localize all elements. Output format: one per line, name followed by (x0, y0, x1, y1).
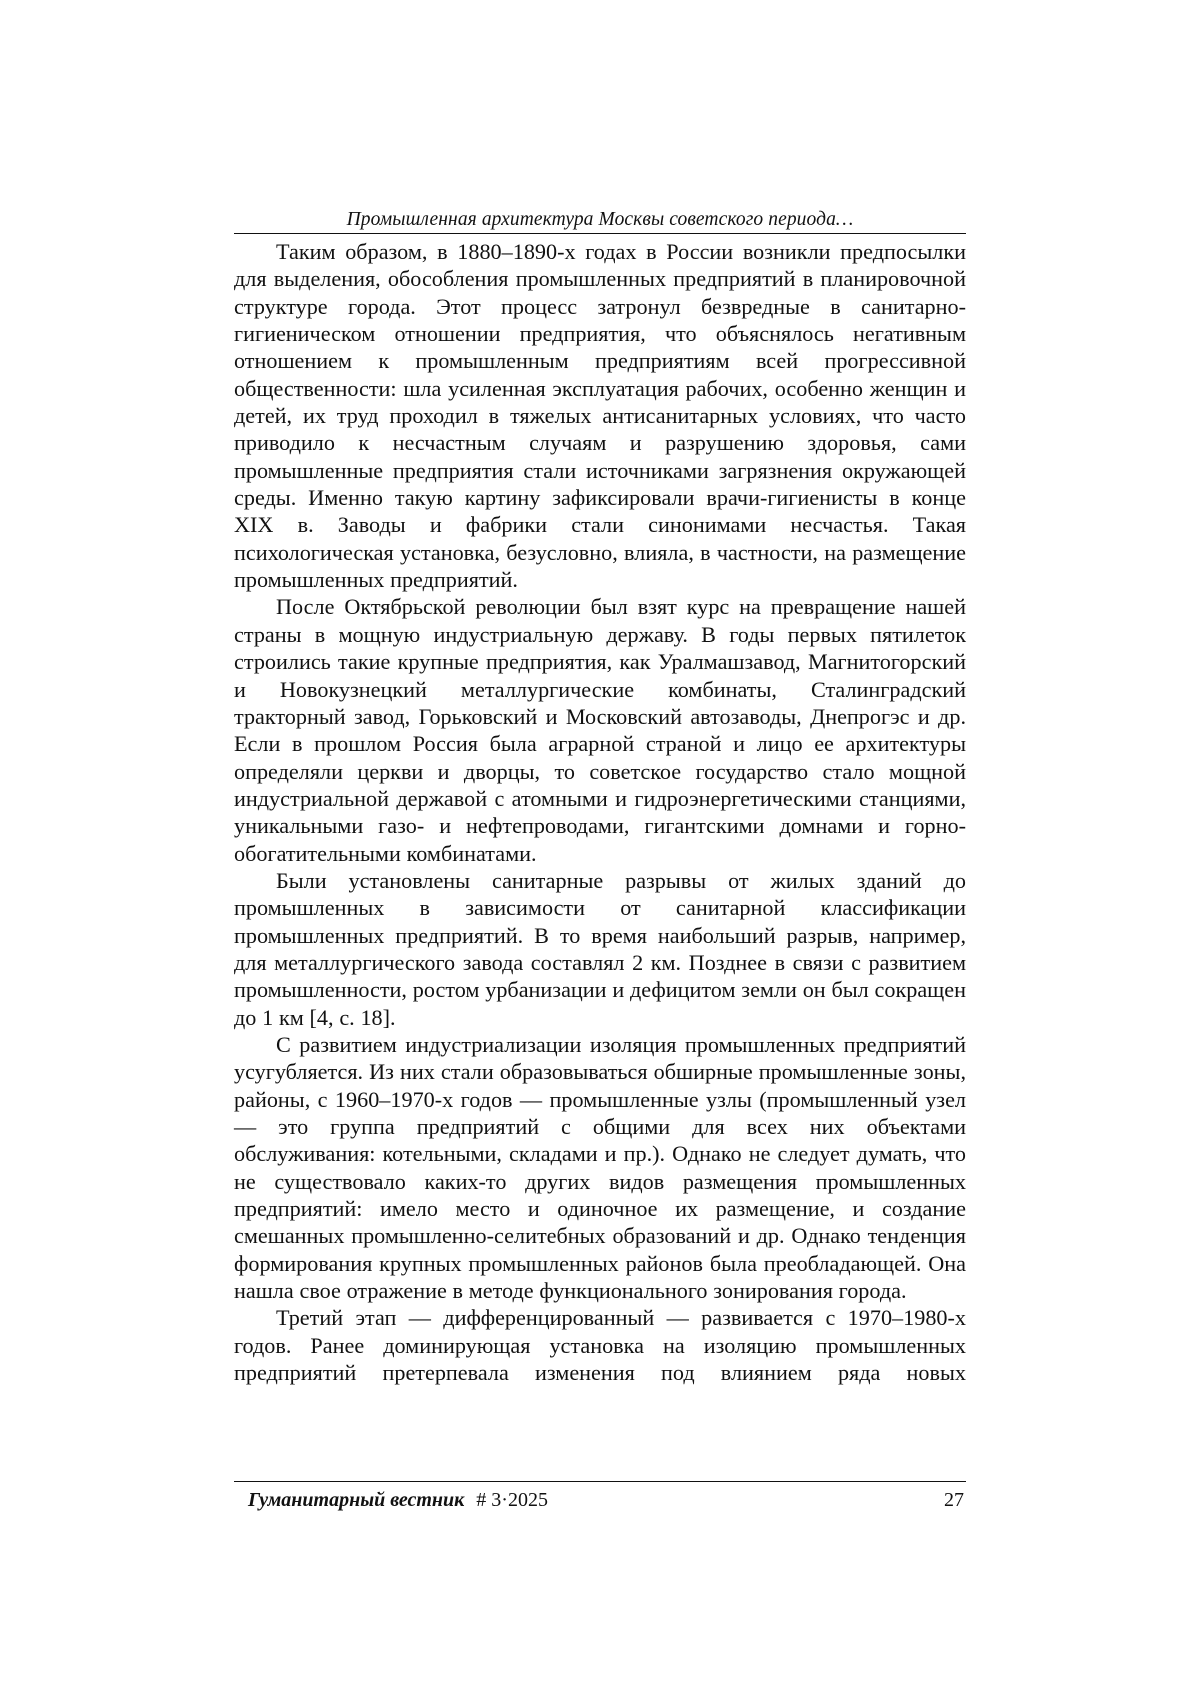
journal-page (234, 0, 966, 1698)
journal-name: Гуманитарный вестник (248, 1489, 465, 1511)
paragraph-5: Третий этап — дифференцированный — развивается с 1970–1980-х годов. Ранее доминирующая установка на изоляцию промышленных предприятий претерпевала изменения под влиянием ряда новых (234, 1305, 966, 1386)
issue-number: # 3·2025 (476, 1489, 548, 1511)
page-footer (234, 1486, 966, 1514)
article-body (234, 238, 966, 1386)
paragraph-4: С развитием индустриализации изоляция промышленных предприятий усугубляется. Из них стали образовываться обширные промышленные зоны, районы, с 1960–1970-х годов — промышленные узлы (промышленный узел — это группа предприятий с общими для всех них объектами обслуживания: котельными, складами и пр.). Однако не следует думать, что не существовало каких-то других видов размещения промышленных предприятий: имело место и одиночное их размещение, и создание смешанных промышленно-селитебных образований и др. Однако тенденция формирования крупных промышленных районов была преобладающей. Она нашла свое отражение в методе функционального зонирования города. (234, 1031, 966, 1304)
running-head-title: Промышленная архитектура Москвы советского периода… (346, 209, 854, 230)
page-number: 27 (944, 1489, 964, 1511)
footer-rule (234, 1481, 966, 1482)
paragraph-2: После Октябрьской революции был взят курс на превращение нашей страны в мощную индустриальную державу. В годы первых пятилеток строились такие крупные предприятия, как Уралмашзавод, Магнитогорский и Новокузнецкий металлургические комбинаты, Сталинградский тракторный завод, Горьковский и Московский автозаводы, Днепрогэс и др. Если в прошлом Россия была аграрной страной и лицо ее архитектуры определяли церкви и дворцы, то советское государство стало мощной индустриальной державой с атомными и гидроэнергетическими станциями, уникальными газо- и нефтепроводами, гигантскими домнами и горно-обогатительными комбинатами. (234, 594, 966, 866)
header-rule (234, 233, 966, 234)
journal-info (248, 1486, 548, 1514)
paragraph-1: Таким образом, в 1880–1890-х годах в России возникли предпосылки для выделения, обособления промышленных предприятий в планировочной структуре города. Этот процесс затронул безвредные в санитарно-гигиеническом отношении предприятия, что объяснялось негативным отношением к промышленным предприятиям всей прогрессивной общественности: шла усиленная эксплуатация рабочих, особенно женщин и детей, их труд проходил в тяжелых антисанитарных условиях, что часто приводило к несчастным случаям и разрушению здоровья, сами промышленные предприятия стали источниками загрязнения окружающей среды. Именно такую картину зафиксировали врачи-гигиенисты в конце XIX в. Заводы и фабрики стали синонимами несчастья. Такая психологическая установка, безусловно, влияла, в частности, на размещение промышленных предприятий. (234, 239, 966, 593)
paragraph-3: Были установлены санитарные разрывы от жилых зданий до промышленных в зависимости от санитарной классификации промышленных предприятий. В то время наибольший разрыв, например, для металлургического завода составлял 2 км. Позднее в связи с развитием промышленности, ростом урбанизации и дефицитом земли он был сокращен до 1 км [4, с. 18]. (234, 867, 966, 1030)
